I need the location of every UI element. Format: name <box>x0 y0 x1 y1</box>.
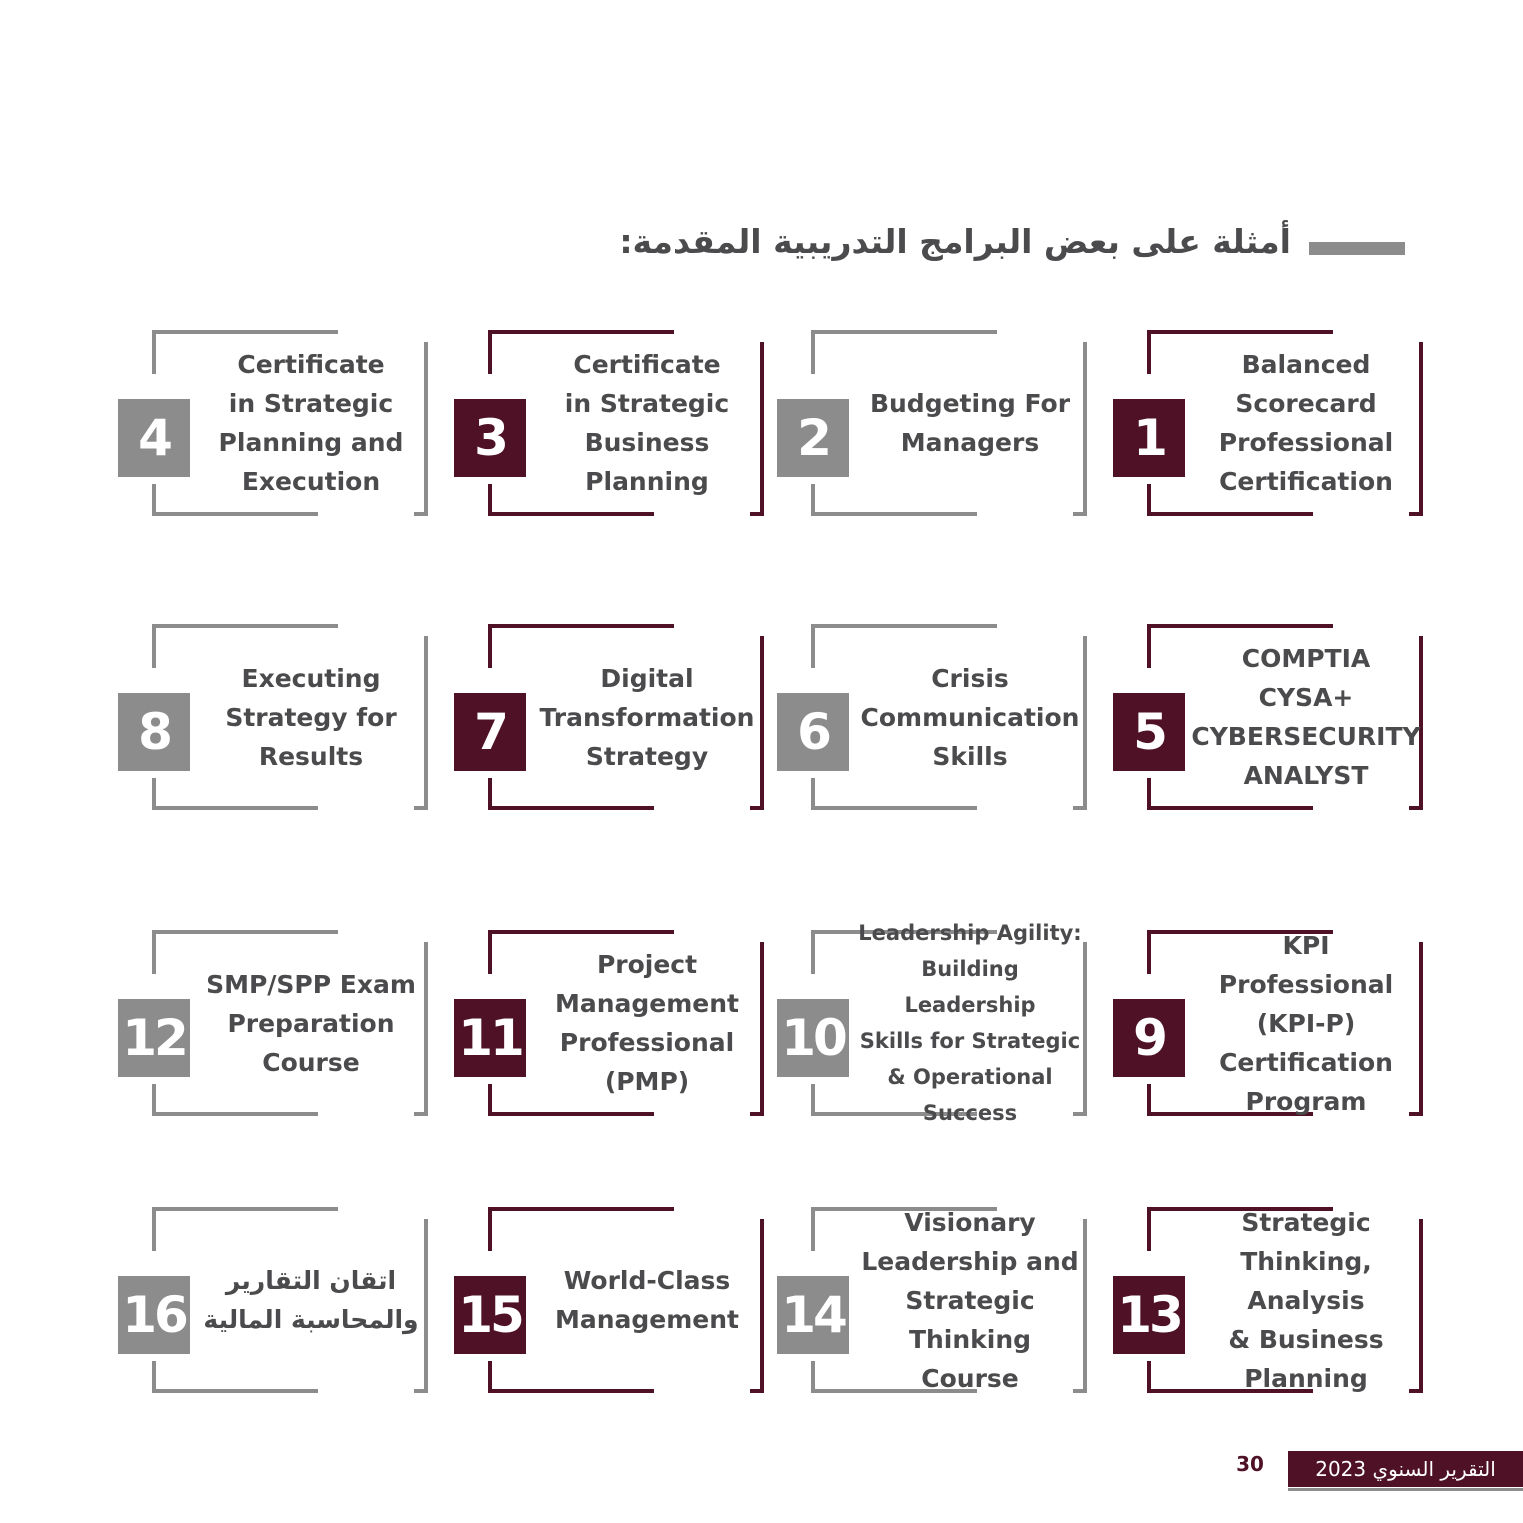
page-number: 30 <box>1236 1452 1264 1476</box>
report-title-band: التقرير السنوي 2023 <box>1288 1451 1523 1487</box>
card-label: COMPTIA CYSA+ CYBERSECURITY ANALYST <box>1191 644 1421 790</box>
program-card-6 <box>777 624 1087 810</box>
program-card-14 <box>777 1207 1087 1393</box>
program-card-2 <box>777 330 1087 516</box>
program-card-1 <box>1113 330 1423 516</box>
card-label: Budgeting For Managers <box>869 389 1071 457</box>
card-label: Leadership Agility: Building Leadership Skills for Strategic & Operational Success <box>858 921 1082 1125</box>
card-label: Crisis Communication Skills <box>860 663 1080 771</box>
card-label: Visionary Leadership and Strategic Thinking Course <box>861 1207 1079 1393</box>
card-number-badge: 10 <box>777 999 849 1077</box>
card-number-badge: 7 <box>454 693 526 771</box>
card-label: World-Class Management <box>554 1266 740 1334</box>
program-card-12 <box>118 930 428 1116</box>
card-number-badge: 15 <box>454 1276 526 1354</box>
card-number-badge: 9 <box>1113 999 1185 1077</box>
card-number-badge: 8 <box>118 693 190 771</box>
page-title: أمثلة على بعض البرامج التدريبية المقدمة: <box>619 222 1291 261</box>
program-card-10 <box>777 921 1087 1125</box>
card-number-badge: 5 <box>1113 693 1185 771</box>
program-card-11 <box>454 930 764 1116</box>
card-label: اتقان التقارير والمحاسبة المالية <box>203 1266 419 1334</box>
card-number-badge: 12 <box>118 999 190 1077</box>
card-number-badge: 4 <box>118 399 190 477</box>
card-label: KPI Professional (KPI-P) Certification Program <box>1218 930 1394 1116</box>
card-number-badge: 14 <box>777 1276 849 1354</box>
program-card-13 <box>1113 1207 1423 1393</box>
card-label: Certificate in Strategic Business Planning <box>564 350 730 496</box>
program-card-8 <box>118 624 428 810</box>
card-label: Strategic Thinking, Analysis & Business Planning <box>1228 1207 1384 1393</box>
card-label: SMP/SPP Exam Preparation Course <box>206 969 416 1077</box>
card-number-badge: 1 <box>1113 399 1185 477</box>
card-number-badge: 16 <box>118 1276 190 1354</box>
card-number-badge: 3 <box>454 399 526 477</box>
program-card-4 <box>118 330 428 516</box>
card-number-badge: 13 <box>1113 1276 1185 1354</box>
card-label: Digital Transformation Strategy <box>539 663 755 771</box>
card-label: Executing Strategy for Results <box>225 663 397 771</box>
card-number-badge: 2 <box>777 399 849 477</box>
program-card-5 <box>1113 624 1423 810</box>
program-card-3 <box>454 330 764 516</box>
program-card-16 <box>118 1207 428 1393</box>
card-number-badge: 6 <box>777 693 849 771</box>
program-card-15 <box>454 1207 764 1393</box>
card-label: Certificate in Strategic Planning and Execution <box>218 350 404 496</box>
title-accent-bar <box>1309 242 1405 255</box>
card-label: Project Management Professional (PMP) <box>554 950 740 1096</box>
card-number-badge: 11 <box>454 999 526 1077</box>
card-label: Balanced Scorecard Professional Certification <box>1218 350 1394 496</box>
program-card-7 <box>454 624 764 810</box>
footer-underline <box>1288 1488 1523 1491</box>
program-card-9 <box>1113 930 1423 1116</box>
